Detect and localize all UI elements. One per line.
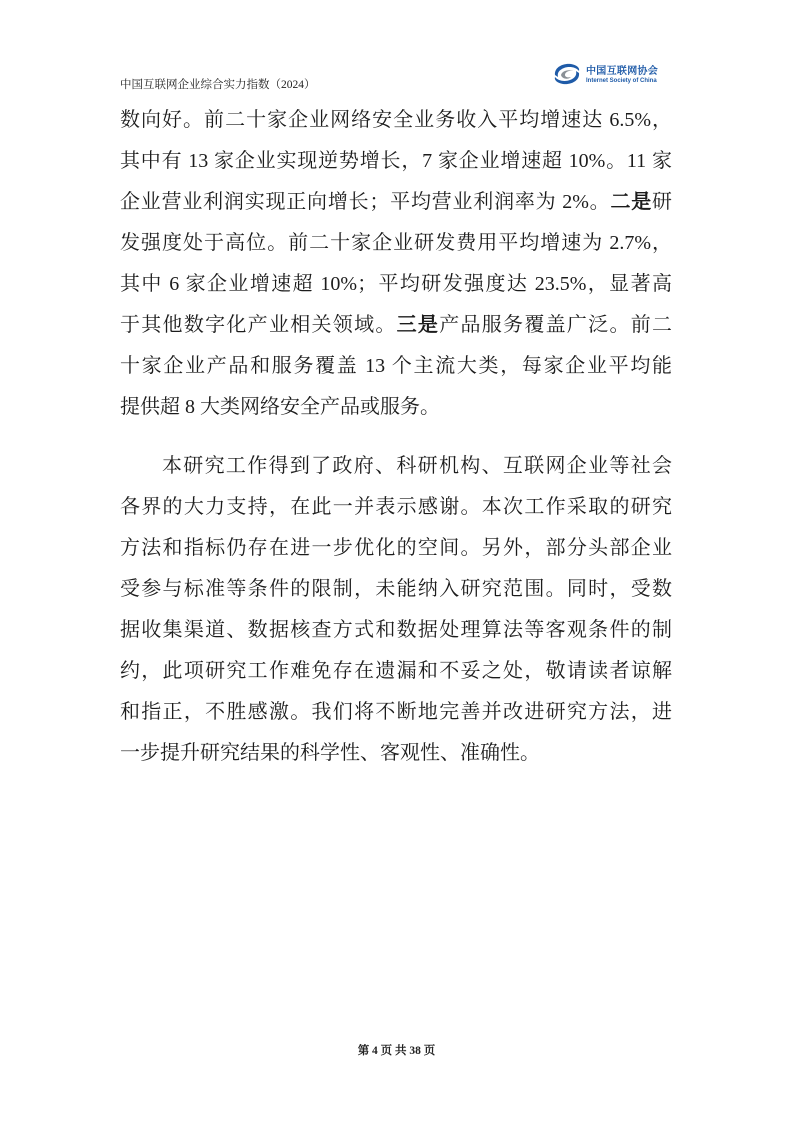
body-line: 约，此项研究工作难免存在遗漏和不妥之处，敬请读者谅解 [120,660,672,682]
line-text: 企业营业利润实现正向增长；平均营业利润率为 2%。 [120,191,611,213]
body-line: 方法和指标仍存在进一步优化的空间。另外，部分头部企业 [120,537,672,559]
body-line: 其中有 13 家企业实现逆势增长，7 家企业增速超 10%。11 家 [120,150,672,172]
paragraph [120,100,672,428]
body-line: 提供超 8 大类网络安全产品或服务。 [120,396,440,418]
body-line: 发强度处于高位。前二十家企业研发费用平均增速为 2.7%， [120,232,672,254]
logo-org-name-cn: 中国互联网协会 [586,66,659,77]
org-logo [552,62,664,88]
running-header-title: 中国互联网企业综合实力指数（2024） [120,79,316,91]
body-line: 本研究工作得到了政府、科研机构、互联网企业等社会 [162,455,672,477]
body-line: 据收集渠道、数据核查方式和数据处理算法等客观条件的制 [120,619,672,641]
line-text: 研 [652,191,672,213]
body-line: 受参与标准等条件的限制，未能纳入研究范围。同时，受数 [120,578,672,600]
line-text: 产品服务覆盖广泛。前二 [439,314,672,336]
page-number-footer: 第 4 页 共 38 页 [357,1045,436,1057]
body-line: 各界的大力支持，在此一并表示感谢。本次工作采取的研究 [120,496,672,518]
body-line: 数向好。前二十家企业网络安全业务收入平均增速达 6.5%， [120,109,672,131]
body-line [120,182,672,223]
point-marker-three: 三是 [396,314,440,336]
body-line: 其中 6 家企业增速超 10%；平均研发强度达 23.5%，显著高 [120,273,672,295]
body-line: 和指正，不胜感激。我们将不断地完善并改进研究方法，进 [120,701,672,723]
body-text [120,100,672,774]
body-line: 十家企业产品和服务覆盖 13 个主流大类，每家企业平均能 [120,355,672,377]
body-line: 一步提升研究结果的科学性、客观性、准确性。 [120,742,540,764]
line-text: 于其他数字化产业相关领域。 [120,314,397,336]
point-marker-two: 二是 [610,191,653,213]
paragraph [120,446,672,774]
isc-swirl-logo-icon [552,62,582,86]
body-line [120,305,672,346]
logo-org-name-en: Internet Society of China [586,78,657,84]
